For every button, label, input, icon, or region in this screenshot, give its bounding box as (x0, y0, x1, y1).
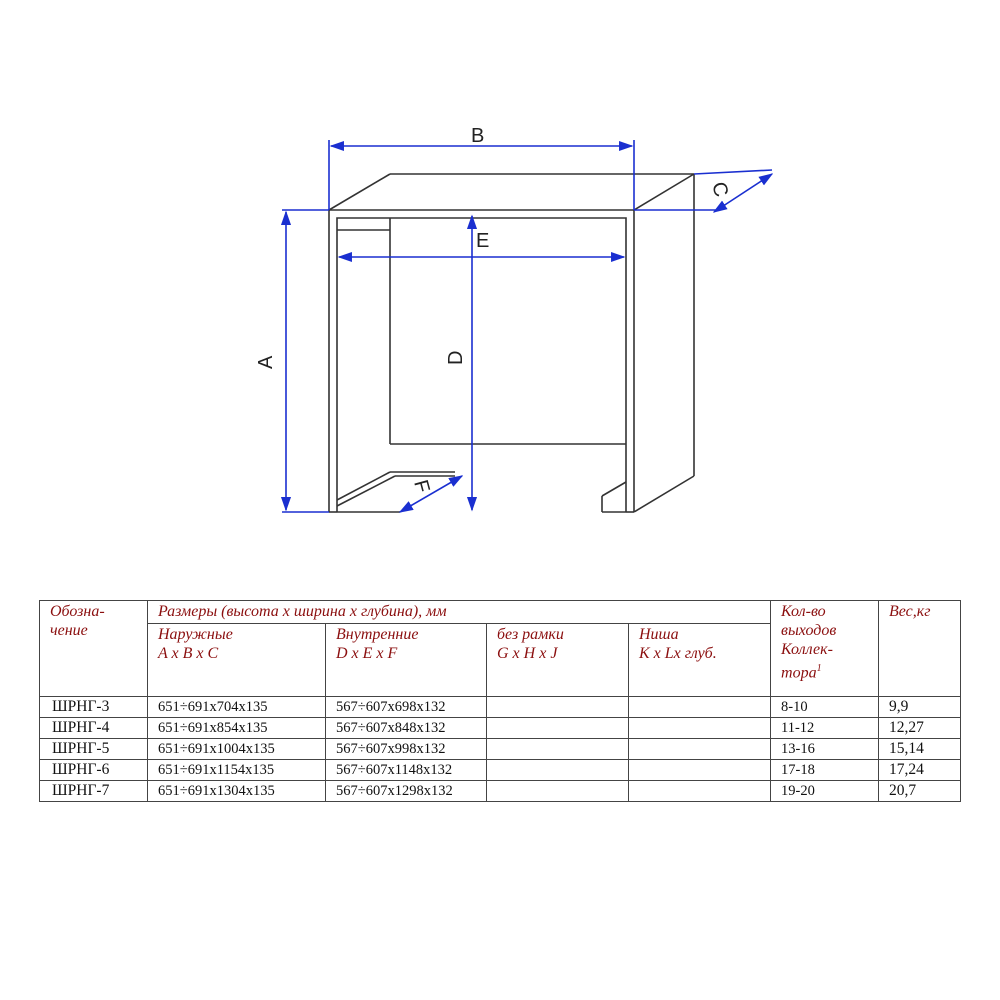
table-row (40, 697, 961, 718)
row-weight: 20,7 (879, 781, 961, 802)
label-b: B (471, 125, 485, 147)
row-niche (629, 760, 771, 781)
row-weight: 12,27 (879, 718, 961, 739)
row-noframe (487, 697, 629, 718)
row-inner: 567÷607x1148x132 (326, 760, 487, 781)
header-noframe: без рамки G x H x J (487, 624, 629, 697)
row-outlets: 17-18 (771, 760, 879, 781)
row-inner: 567÷607x698x132 (326, 697, 487, 718)
row-weight: 15,14 (879, 739, 961, 760)
row-noframe (487, 718, 629, 739)
row-name: ШРНГ-6 (40, 760, 148, 781)
header-designation: Обозна- чение (40, 601, 148, 697)
table-row (40, 718, 961, 739)
row-noframe (487, 739, 629, 760)
row-niche (629, 739, 771, 760)
row-niche (629, 718, 771, 739)
row-outer: 651÷691x1154x135 (148, 760, 326, 781)
table-row (40, 739, 961, 760)
row-outlets: 13-16 (771, 739, 879, 760)
label-e: E (476, 230, 490, 252)
header-row (40, 601, 961, 624)
row-outer: 651÷691x1304x135 (148, 781, 326, 802)
header-weight: Вес,кг (879, 601, 961, 697)
cabinet-outline (329, 174, 694, 512)
row-name: ШРНГ-4 (40, 718, 148, 739)
row-name: ШРНГ-3 (40, 697, 148, 718)
row-inner: 567÷607x1298x132 (326, 781, 487, 802)
row-weight: 9,9 (879, 697, 961, 718)
label-a: A (255, 355, 277, 369)
row-outer: 651÷691x854x135 (148, 718, 326, 739)
label-c: C (707, 179, 733, 200)
spec-table (39, 600, 961, 802)
header-outlets: Кол-во выходов Коллек- тора$^1$ (771, 601, 879, 697)
row-inner: 567÷607x848x132 (326, 718, 487, 739)
row-niche (629, 781, 771, 802)
row-niche (629, 697, 771, 718)
dimension-lines (282, 140, 772, 512)
row-outer: 651÷691x1004x135 (148, 739, 326, 760)
row-outer: 651÷691x704x135 (148, 697, 326, 718)
header-inner: Внутренние D x E x F (326, 624, 487, 697)
row-outlets: 19-20 (771, 781, 879, 802)
header-dimensions: Размеры (высота х ширина х глубина), мм (148, 601, 771, 624)
row-weight: 17,24 (879, 760, 961, 781)
row-name: ШРНГ-5 (40, 739, 148, 760)
table-row (40, 781, 961, 802)
header-outer: Наружные A x B x C (148, 624, 326, 697)
row-name: ШРНГ-7 (40, 781, 148, 802)
header-niche: Ниша K x Lx глуб. (629, 624, 771, 697)
row-inner: 567÷607x998x132 (326, 739, 487, 760)
label-f: F (409, 477, 434, 496)
row-noframe (487, 760, 629, 781)
table-row (40, 760, 961, 781)
label-d: D (445, 350, 467, 365)
row-outlets: 8-10 (771, 697, 879, 718)
row-noframe (487, 781, 629, 802)
row-outlets: 11-12 (771, 718, 879, 739)
